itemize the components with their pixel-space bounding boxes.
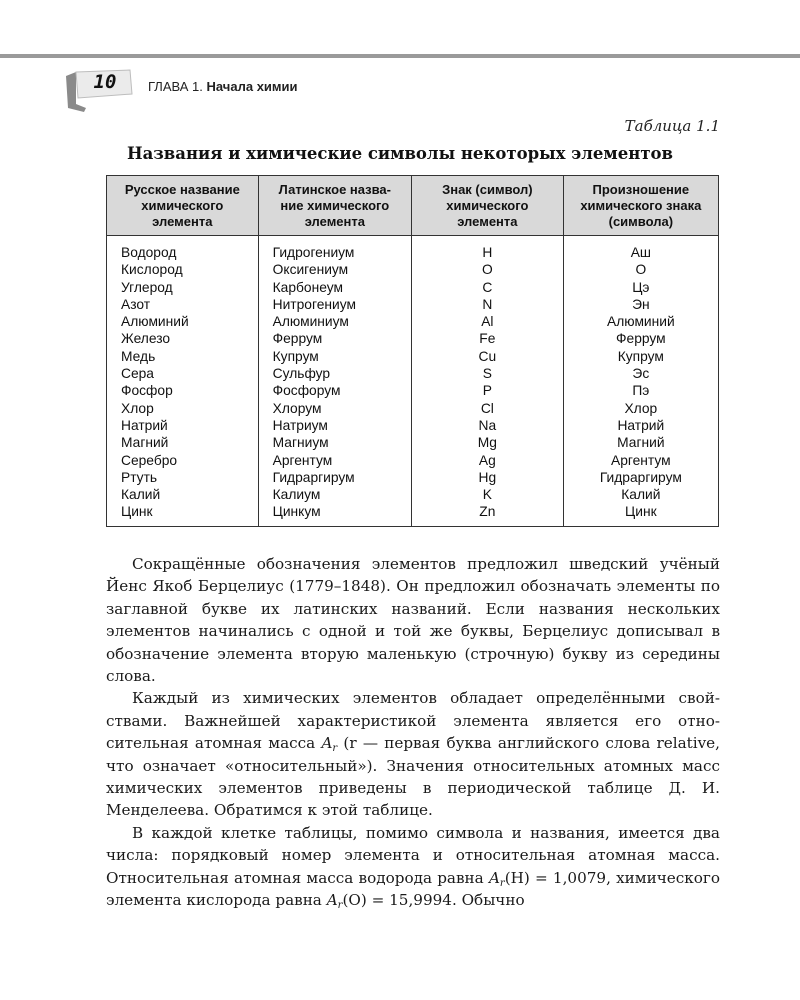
body-text <box>106 553 720 912</box>
table-row: Калий Калиум K Калий <box>107 486 719 503</box>
table-row: Железо Феррум Fe Феррум <box>107 330 719 347</box>
table-row: Кислород Оксигениум O О <box>107 261 719 278</box>
column-header-pronunciation: Произношение химического знака (символа) <box>563 176 718 236</box>
running-head <box>148 79 298 94</box>
column-header-russian: Русское название химического элемента <box>107 176 259 236</box>
table-row: Цинк Цинкум Zn Цинк <box>107 503 719 526</box>
table-row: Азот Нитрогениум N Эн <box>107 296 719 313</box>
table-body <box>107 236 719 527</box>
symbol-Ar: $A_r$ <box>321 734 338 755</box>
paragraph-periodic-table: В каждой клетке таблицы, помимо символа и названия, имеется два числа: порядковый номер элемента и относительная атомная масса. Относительная атомная масса водорода равна $A_r(H) = 1,0079$, химического элемента кислорода равна $A_r(O) = 15,9994$. Обычно <box>106 823 720 912</box>
symbol-Ar-hydrogen: $A_r$ <box>488 868 505 889</box>
page-number: 10 <box>93 71 117 93</box>
column-header-latin: Латинское назва- ние химического элемента <box>258 176 411 236</box>
elements-table <box>106 175 719 527</box>
table-header-row <box>107 176 719 236</box>
table-row: Медь Купрум Cu Купрум <box>107 348 719 365</box>
chapter-title: Начала химии <box>206 79 298 94</box>
table-caption: Таблица 1.1 <box>624 117 720 135</box>
table-row: Углерод Карбонеум C Цэ <box>107 279 719 296</box>
chapter-label: ГЛАВА 1. <box>148 79 203 94</box>
table-row: Серебро Аргентум Ag Аргентум <box>107 452 719 469</box>
table-row: Ртуть Гидраргирум Hg Гидраргирум <box>107 469 719 486</box>
table-row: Алюминий Алюминиум Al Алюминий <box>107 313 719 330</box>
symbol-Ar-oxygen: $A_r$ <box>326 891 343 912</box>
paragraph-berzelius: Сокращённые обозначения элементов предложил шведский учёный Йенс Якоб Берцелиус (1779–1848). Он предложил обозначать элементы по заглавной букве их латинских названий. Если названия нескольких элементов начинались с одной и той же буквы, Берцелиус дописывал в обозначение элемента вторую маленькую (строчную) букву из середины слова. <box>106 555 720 686</box>
table-row: Водород Гидрогениум H Аш <box>107 236 719 262</box>
column-header-symbol: Знак (символ) химического элемента <box>412 176 564 236</box>
table-row: Хлор Хлорум Cl Хлор <box>107 400 719 417</box>
paragraph-atomic-mass: Каждый из химических элементов обладает определёнными свойствами. Важнейшей характеристикой элемента является его относительная атомная масса $A_r$ (r — первая буква английского слова relative, что означает «относительный»). Значения относительных атомных масс химических элементов приведены в периодической таблице Д. И. Менделеева. Обратимся к этой таблице. <box>106 689 720 820</box>
page-number-badge <box>62 68 140 114</box>
table-row: Сера Сульфур S Эс <box>107 365 719 382</box>
table-row: Натрий Натриум Na Натрий <box>107 417 719 434</box>
table-title: Названия и химические символы некоторых элементов <box>126 144 674 163</box>
top-rule <box>0 54 800 58</box>
table-row: Фосфор Фосфорум P Пэ <box>107 382 719 399</box>
table-row: Магний Магниум Mg Магний <box>107 434 719 451</box>
